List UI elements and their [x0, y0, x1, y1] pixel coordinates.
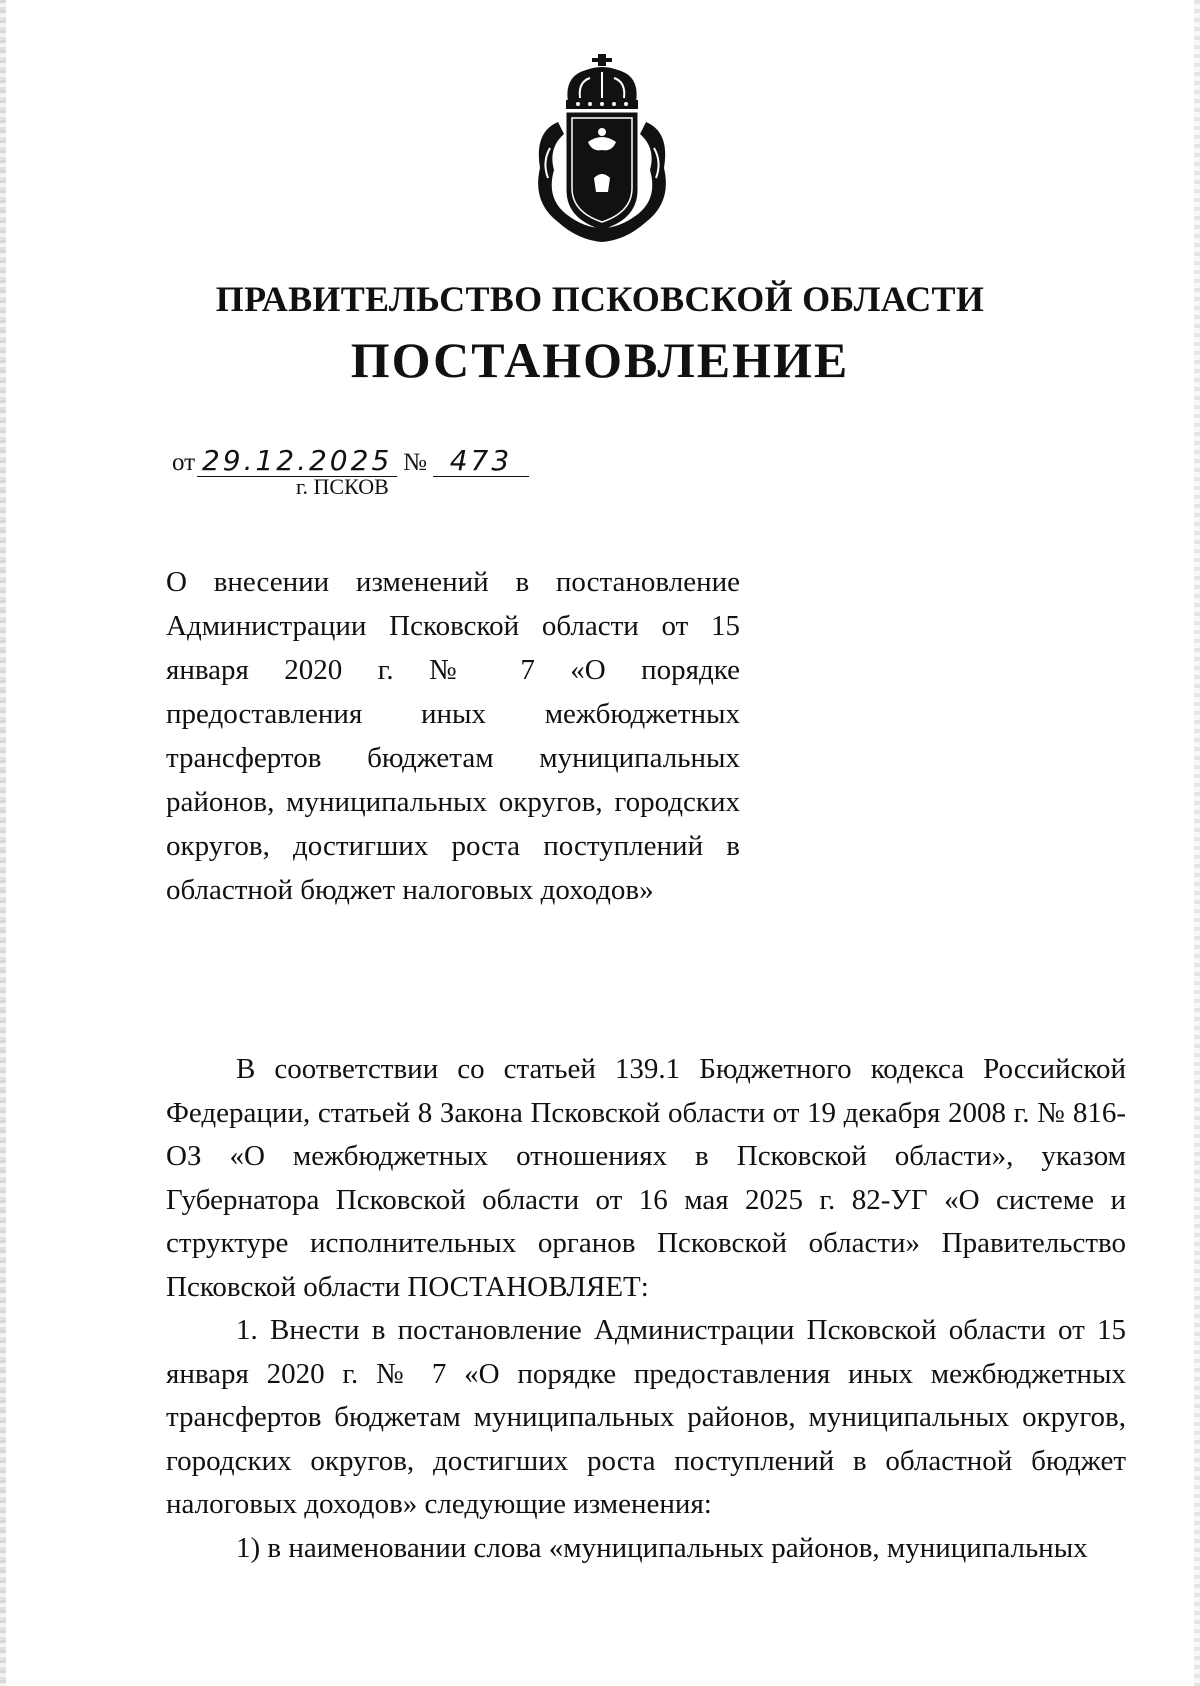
- item-1-1-paragraph: 1) в наименовании слова «муниципальных районов, муниципальных: [236, 1531, 1088, 1564]
- city-label: г. ПСКОВ: [296, 474, 389, 499]
- document-type: ПОСТАНОВЛЕНИЕ: [350, 332, 850, 388]
- scan-edge-right: [1194, 0, 1200, 1686]
- coat-of-arms-icon: [528, 52, 676, 248]
- number-label: №: [403, 449, 427, 476]
- organization-name: ПРАВИТЕЛЬСТВО ПСКОВСКОЙ ОБЛАСТИ: [215, 279, 985, 319]
- preamble-paragraph: В соответствии со статьей 139.1 Бюджетного кодекса Российской Федерации, статьей 8 Закона Псковской области от 19 декабря 2008 г. № 816-ОЗ «О межбюджетных отношениях в Псковской области», указом Губернатора Псковской области от 16 мая 2025 г. 82-УГ «О системе и структуре исполнительных органов Псковской области» Правительство Псковской области ПОСТАНОВЛЯЕТ:: [166, 1053, 1126, 1303]
- item-1-paragraph: 1. Внести в постановление Администрации Псковской области от 15 января 2020 г. № 7 «О порядке предоставления иных межбюджетных трансфертов бюджетам муниципальных районов, муниципальных округов, городских округов, достигших роста поступлений в областной бюджет налоговых доходов» следующие изменения:: [166, 1314, 1126, 1520]
- document-number: 473: [433, 446, 529, 477]
- document-date: 29.12.2025: [197, 446, 397, 477]
- document-title: О внесении изменений в постановление Администрации Псковской области от 15 января 2020 г. № 7 «О порядке предоставления иных межбюджетных трансфертов бюджетам муниципальных районов, муниципальных округов, городских округов, достигших роста поступлений в областной бюджет налоговых доходов»: [166, 566, 740, 906]
- document-body: [166, 1048, 1126, 1570]
- document-meta: [172, 446, 529, 477]
- date-label: от: [172, 449, 196, 476]
- scan-edge-left: [0, 0, 6, 1686]
